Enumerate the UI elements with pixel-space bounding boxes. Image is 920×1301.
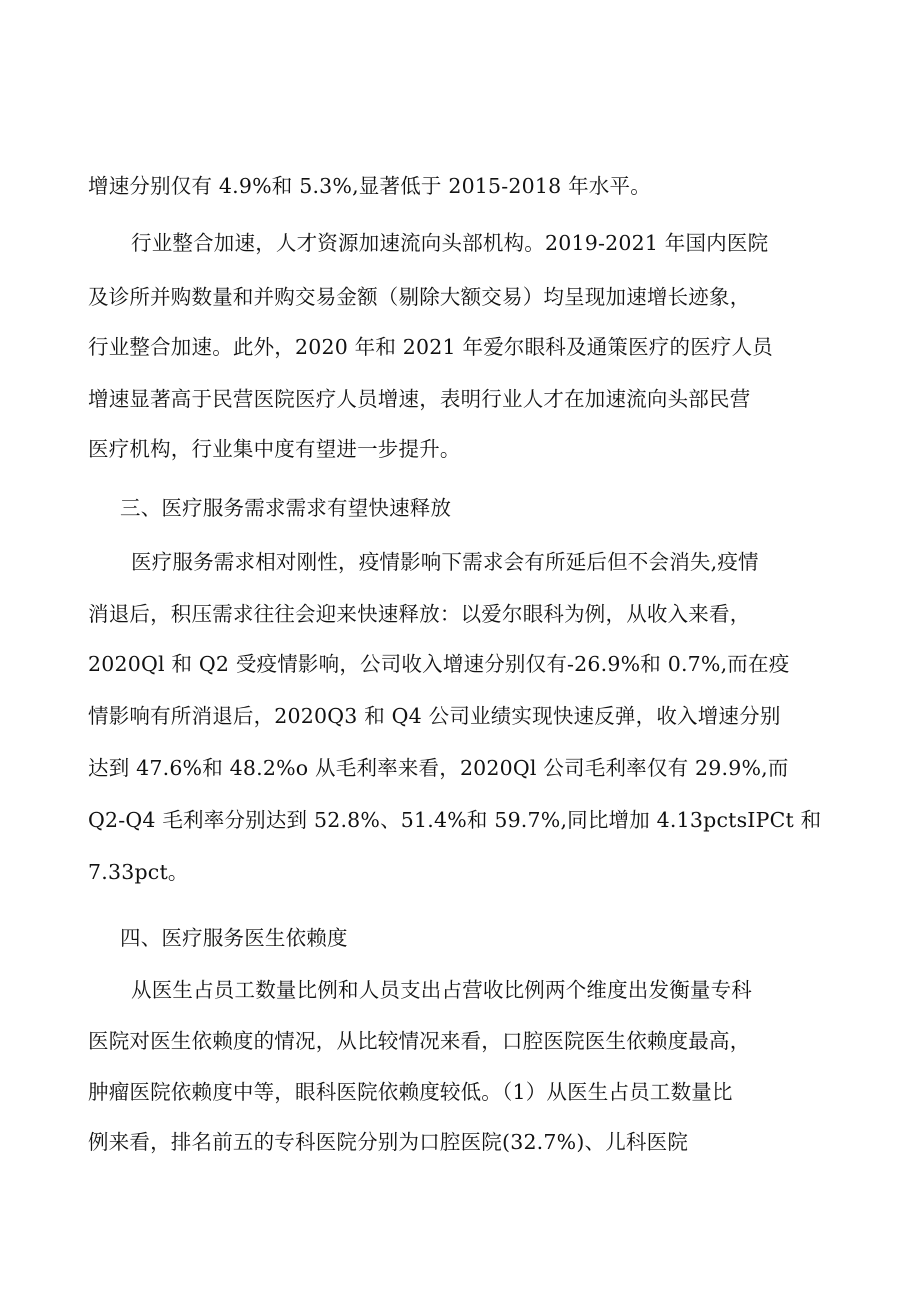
paragraph-start-line: 从医生占员工数量比例和人员支出占营收比例两个维度出发衡量专科	[131, 978, 752, 1002]
text-line: 7.33pct。	[88, 860, 189, 884]
text-line: 消退后，积压需求往往会迎来快速释放：以爱尔眼科为例，从收入来看，	[88, 602, 751, 626]
text-line: 行业整合加速。此外，2020 年和 2021 年爱尔眼科及通策医疗的医疗人员	[88, 335, 773, 359]
paragraph-start-line: 医疗服务需求相对刚性，疫情影响下需求会有所延后但不会消失,疫情	[131, 550, 759, 574]
section-heading: 四、医疗服务医生依赖度	[120, 926, 348, 950]
text-line: 医院对医生依赖度的情况，从比较情况来看，口腔医院医生依赖度最高，	[88, 1029, 751, 1053]
text-line: 2020Ql 和 Q2 受疫情影响，公司收入增速分别仅有-26.9%和 0.7%,而在疫	[88, 652, 790, 676]
text-line: 达到 47.6%和 48.2%o 从毛利率来看，2020Ql 公司毛利率仅有 29.9%,而	[88, 756, 789, 780]
paragraph-start-line: 行业整合加速，人才资源加速流向头部机构。2019-2021 年国内医院	[131, 231, 769, 255]
text-line: 增速分别仅有 4.9%和 5.3%,显著低于 2015-2018 年水平。	[88, 174, 651, 198]
text-line: 情影响有所消退后，2020Q3 和 Q4 公司业绩实现快速反弹，收入增速分别	[88, 704, 781, 728]
section-heading: 三、医疗服务需求需求有望快速释放	[120, 496, 452, 520]
text-line: 例来看，排名前五的专科医院分别为口腔医院(32.7%)、儿科医院	[88, 1130, 689, 1154]
text-line: 肿瘤医院依赖度中等，眼科医院依赖度较低。（1）从医生占员工数量比	[88, 1080, 733, 1104]
text-line: Q2-Q4 毛利率分别达到 52.8%、51.4%和 59.7%,同比增加 4.13pctsIPCt 和	[88, 808, 822, 832]
text-line: 医疗机构，行业集中度有望进一步提升。	[88, 437, 461, 461]
text-line: 及诊所并购数量和并购交易金额（剔除大额交易）均呈现加速增长迹象，	[88, 285, 751, 309]
text-line: 增速显著高于民营医院医疗人员增速，表明行业人才在加速流向头部民营	[88, 387, 751, 411]
